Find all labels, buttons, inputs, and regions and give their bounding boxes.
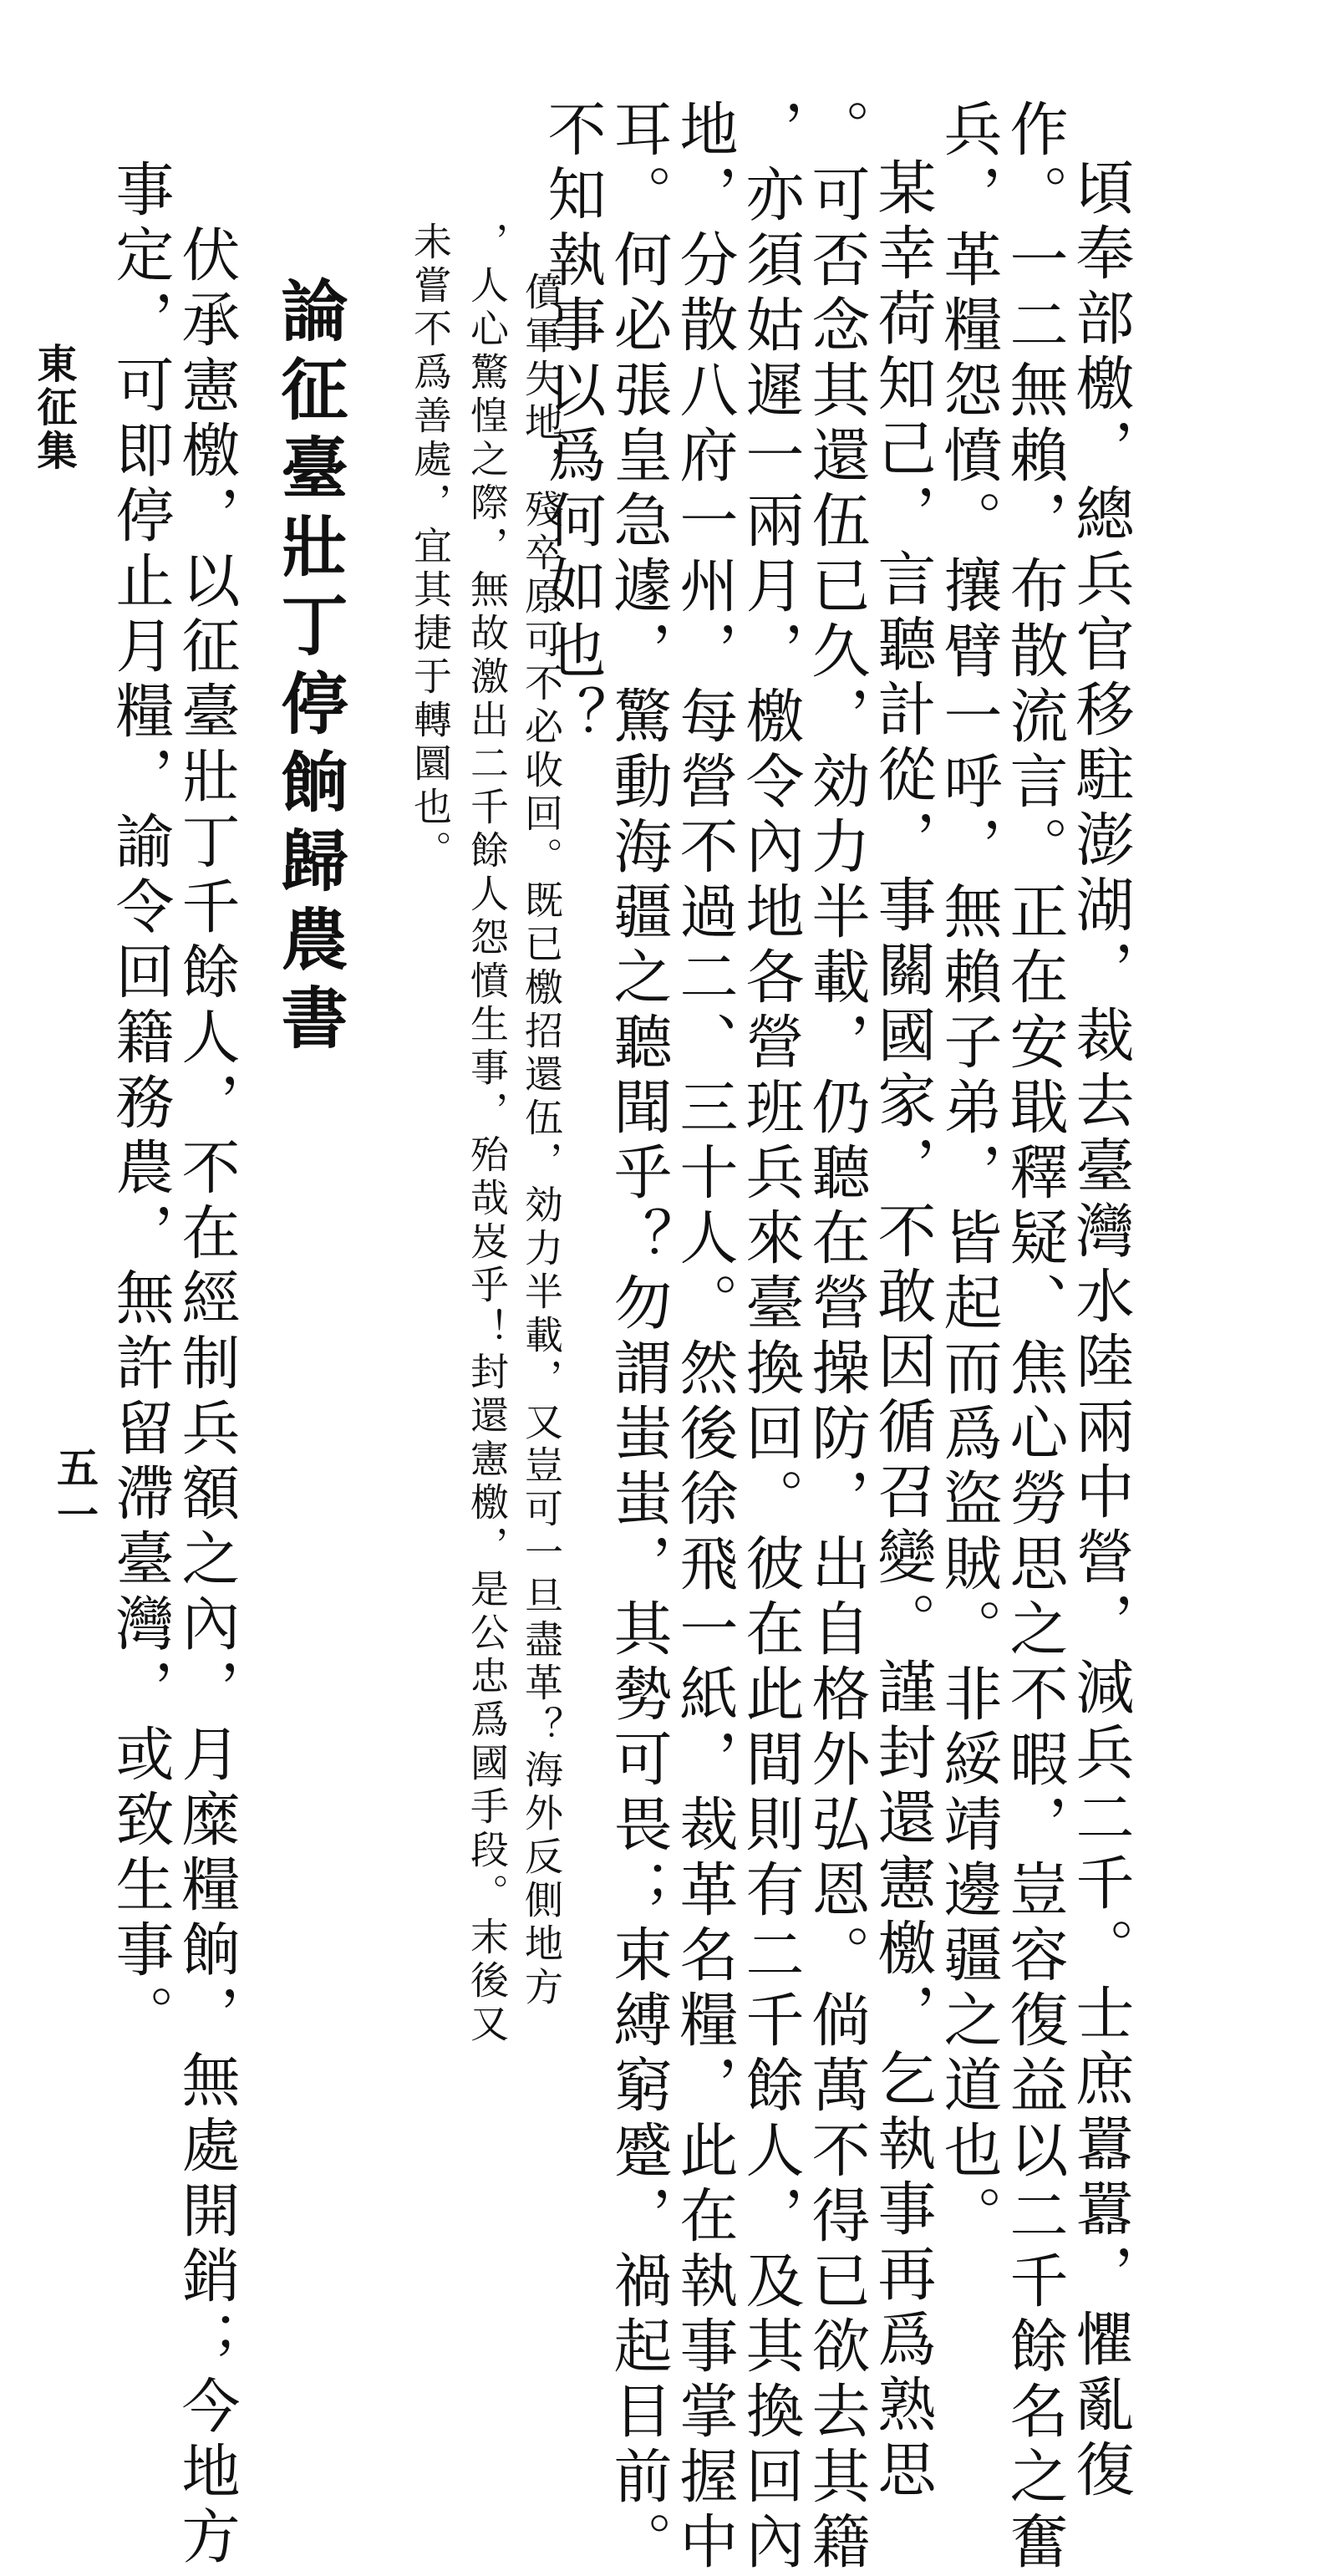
- letter-one-line-4: 某幸荷知己，言聽計從，事關國家，不敢因循召變。謹封還憲檄，乞執事再爲熟思: [868, 157, 937, 2504]
- letter-one-line-1: 頃奉部檄，總兵官移駐澎湖，裁去臺灣水陸兩中營，減兵二千。士庶囂囂，懼亂復: [1066, 157, 1135, 2504]
- annotation-line-1: 僨軍失地，殘卒原可不必收回。既已檄招還伍，効力半載，又豈可一旦盡革？海外反側地方: [519, 272, 564, 2010]
- page-number: 五一: [50, 1446, 99, 1540]
- letter-one-line-8: 耳。何必張皇急遽，驚動海疆之聽聞乎？勿謂蚩蚩，其勢可畏；束縛窮蹙，禍起目前。: [604, 99, 673, 2576]
- letter-one-line-7: 地，分散八府一州，每營不過二、三十人。然後徐飛一紙，裁革名糧，此在執事掌握中: [670, 99, 739, 2576]
- annotation-line-2: ，人心驚惶之際，無故激出二千餘人怨憤生事，殆哉岌乎！封還憲檄，是公忠爲國手段。末後又: [465, 221, 510, 2047]
- letter-two-line-2: 事定，可即停止月糧，諭令回籍務農，無許留滯臺灣，或致生事。: [106, 159, 175, 2049]
- letter-one-line-5: 。可否念其還伍已久，効力半載，仍聽在營操防，出自格外弘恩。倘萬不得已欲去其籍: [802, 99, 871, 2576]
- letter-two-title: 論征臺壯丁停餉歸農書: [270, 276, 348, 1061]
- annotation-line-3: 未嘗不爲善處，宜其捷于轉圜也。: [408, 221, 453, 873]
- book-title-margin: 東征集: [30, 343, 77, 473]
- letter-two-line-1: 伏承憲檄，以征臺壯丁千餘人，不在經制兵額之內，月糜糧餉，無處開銷；今地方: [172, 224, 241, 2571]
- letter-one-line-3: 兵，革糧怨憤。攘臂一呼，無賴子弟，皆起而爲盜賊。非綏靖邊疆之道也。: [934, 99, 1003, 2250]
- letter-one-line-2: 作。一二無賴，布散流言。正在安戢釋疑、焦心勞思之不暇，豈容復益以二千餘名之奮: [1000, 99, 1069, 2576]
- letter-one-line-6: ，亦須姑遲一兩月，檄令內地各營班兵來臺換回。彼在此間則有二千餘人，及其換回內: [736, 99, 805, 2576]
- letter-one-line-9: 不知執事以爲何如也？: [538, 99, 607, 751]
